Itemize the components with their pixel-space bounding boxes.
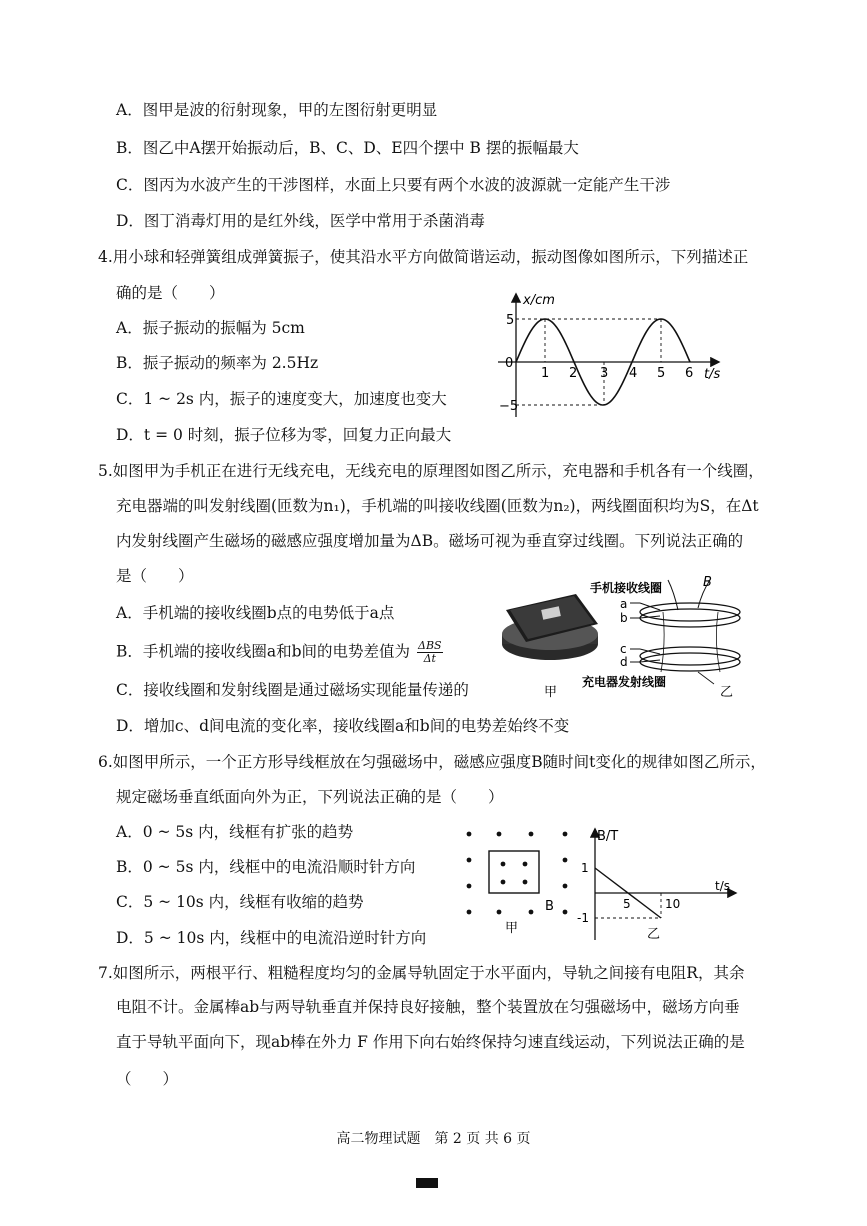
- q4-xtick-3: 3: [600, 366, 609, 381]
- field-dot: [529, 832, 534, 837]
- q5-option-b-fraction: [417, 640, 443, 665]
- q6-ytick-neg1: -1: [577, 911, 589, 925]
- q6-xlabel: t/s: [715, 879, 730, 893]
- q4-option-c: C．1 ~ 2s 内，振子的速度变大，加速度也变大: [116, 390, 447, 408]
- q5-terminal-a: a: [620, 597, 628, 611]
- field-dot: [523, 880, 528, 885]
- q5-option-b-text: B．手机端的接收线圈a和b间的电势差值为: [116, 642, 411, 661]
- q4-ytick-neg5: −5: [499, 399, 519, 414]
- phone-on-charger-photo: [502, 594, 598, 660]
- field-dot: [563, 910, 568, 915]
- field-dot: [563, 858, 568, 863]
- q4-xtick-5: 5: [657, 366, 666, 381]
- q3-option-d: D．图丁消毒灯用的是红外线，医学中常用于杀菌消毒: [116, 212, 485, 230]
- page-marker-bar: [416, 1178, 438, 1188]
- q6-stem-line2: 规定磁场垂直纸面向外为正，下列说法正确的是（ ）: [116, 788, 504, 806]
- receive-coil: [640, 603, 740, 627]
- q4-stem-line1: 4.用小球和轻弹簧组成弹簧振子，使其沿水平方向做简谐运动，振动图像如图所示，下列描述正: [98, 248, 749, 266]
- field-dot: [467, 832, 472, 837]
- q5-fraction-num: ΔBS: [418, 639, 442, 652]
- q4-option-d: D．t = 0 时刻，振子位移为零，回复力正向最大: [116, 426, 452, 444]
- q4-xlabel: t/s: [704, 367, 721, 382]
- q5-fig-jia: 甲: [544, 685, 558, 700]
- q6-magnetic-field-frame-figure: [455, 822, 585, 940]
- q4-oscillation-graph: [488, 285, 728, 420]
- q6-stem-line1: 6.如图甲所示，一个正方形导线框放在匀强磁场中，磁感应强度B随时间t变化的规律如图乙所示，: [98, 753, 766, 771]
- q5-terminal-d: d: [620, 655, 628, 669]
- field-dot: [467, 910, 472, 915]
- q4-stem-line2: 确的是（ ）: [116, 284, 225, 302]
- field-dot: [563, 884, 568, 889]
- q7-stem-line2: 电阻不计。金属棒ab与两导轨垂直并保持良好接触，整个装置放在匀强磁场中，磁场方向垂: [116, 998, 740, 1016]
- q5-option-c: C．接收线圈和发射线圈是通过磁场实现能量传递的: [116, 681, 469, 699]
- q5-wireless-charging-figure: [498, 572, 760, 702]
- q5-terminal-c: c: [620, 642, 627, 656]
- q6-option-c: C．5 ~ 10s 内，线框有收缩的趋势: [116, 893, 364, 911]
- q5-stem-line1: 5.如图甲为手机正在进行无线充电，无线充电的原理图如图乙所示，充电器和手机各有一个线圈，: [98, 462, 764, 480]
- q6-B-t-graph: [575, 822, 745, 944]
- q5-stem-line4: 是（ ）: [116, 567, 194, 585]
- q6-fig-yi: 乙: [647, 927, 661, 942]
- q4-xtick-2: 2: [569, 366, 578, 381]
- q6-option-d: D．5 ~ 10s 内，线框中的电流沿逆时针方向: [116, 929, 427, 947]
- q6-xtick-10: 10: [665, 897, 681, 911]
- q3-option-c: C．图丙为水波产生的干涉图样，水面上只要有两个水波的波源就一定能产生干涉: [116, 176, 671, 194]
- q5-fig-yi: 乙: [720, 685, 734, 700]
- q3-option-a: A．图甲是波的衍射现象，甲的左图衍射更明显: [116, 101, 438, 119]
- q5-stem-line2: 充电器端的叫发射线圈(匝数为n₁)，手机端的叫接收线圈(匝数为n₂)，两线圈面积均为S，在Δt: [116, 497, 759, 515]
- field-dot: [501, 880, 506, 885]
- field-dot: [497, 910, 502, 915]
- q7-stem-line1: 7.如图所示，两根平行、粗糙程度均匀的金属导轨固定于水平面内，导轨之间接有电阻R，其余: [98, 964, 745, 982]
- square-wire-frame: [489, 851, 539, 893]
- q4-xtick-6: 6: [685, 366, 694, 381]
- q4-xtick-1: 1: [541, 366, 550, 381]
- q3-option-b: B．图乙中A摆开始振动后，B、C、D、E四个摆中 B 摆的振幅最大: [116, 139, 579, 157]
- q4-option-b: B．振子振动的频率为 2.5Hz: [116, 354, 319, 372]
- q4-xtick-4: 4: [629, 366, 638, 381]
- q6-ylabel: B/T: [597, 829, 619, 844]
- q6-xtick-5: 5: [623, 897, 631, 911]
- q4-option-a: A．振子振动的振幅为 5cm: [116, 319, 305, 337]
- q7-stem-line3: 直于导轨平面向下，现ab棒在外力 F 作用下向右始终保持匀速直线运动，下列说法正确的是: [116, 1033, 745, 1051]
- q7-stem-line4: （ ）: [116, 1070, 179, 1088]
- field-dot: [501, 862, 506, 867]
- q6-option-a: A．0 ~ 5s 内，线框有扩张的趋势: [116, 823, 354, 841]
- q5-option-d: D．增加c、d间电流的变化率，接收线圈a和b间的电势差始终不变: [116, 717, 570, 735]
- field-dot: [497, 832, 502, 837]
- q5-stem-line3: 内发射线圈产生磁场的磁感应强度增加量为ΔB。磁场可视为垂直穿过线圈。下列说法正确的: [116, 532, 744, 550]
- field-dot: [563, 832, 568, 837]
- field-dot: [467, 884, 472, 889]
- q6-fig-jia: 甲: [505, 921, 519, 936]
- q5-option-a: A．手机端的接收线圈b点的电势低于a点: [116, 604, 395, 622]
- transmit-coil: [640, 647, 740, 671]
- field-dot: [529, 910, 534, 915]
- page-footer: 高二物理试题 第 2 页 共 6 页: [336, 1131, 531, 1147]
- q5-send-coil-label: 充电器发射线圈: [582, 675, 667, 689]
- field-dot: [467, 858, 472, 863]
- q6-fig-B-mark: B: [545, 899, 554, 914]
- q5-fraction-den: Δt: [423, 652, 436, 665]
- q5-recv-coil-label: 手机接收线圈: [590, 581, 663, 595]
- q4-ytick-5: 5: [506, 313, 515, 328]
- q4-origin: 0: [505, 356, 514, 371]
- q6-option-b: B．0 ~ 5s 内，线框中的电流沿顺时针方向: [116, 858, 416, 876]
- q4-ylabel: x/cm: [523, 293, 555, 308]
- q5-terminal-b: b: [620, 611, 628, 625]
- field-dot: [523, 862, 528, 867]
- q5-option-b: [116, 640, 443, 665]
- q6-ytick-1: 1: [581, 861, 589, 875]
- q5-B-label: B: [703, 575, 712, 590]
